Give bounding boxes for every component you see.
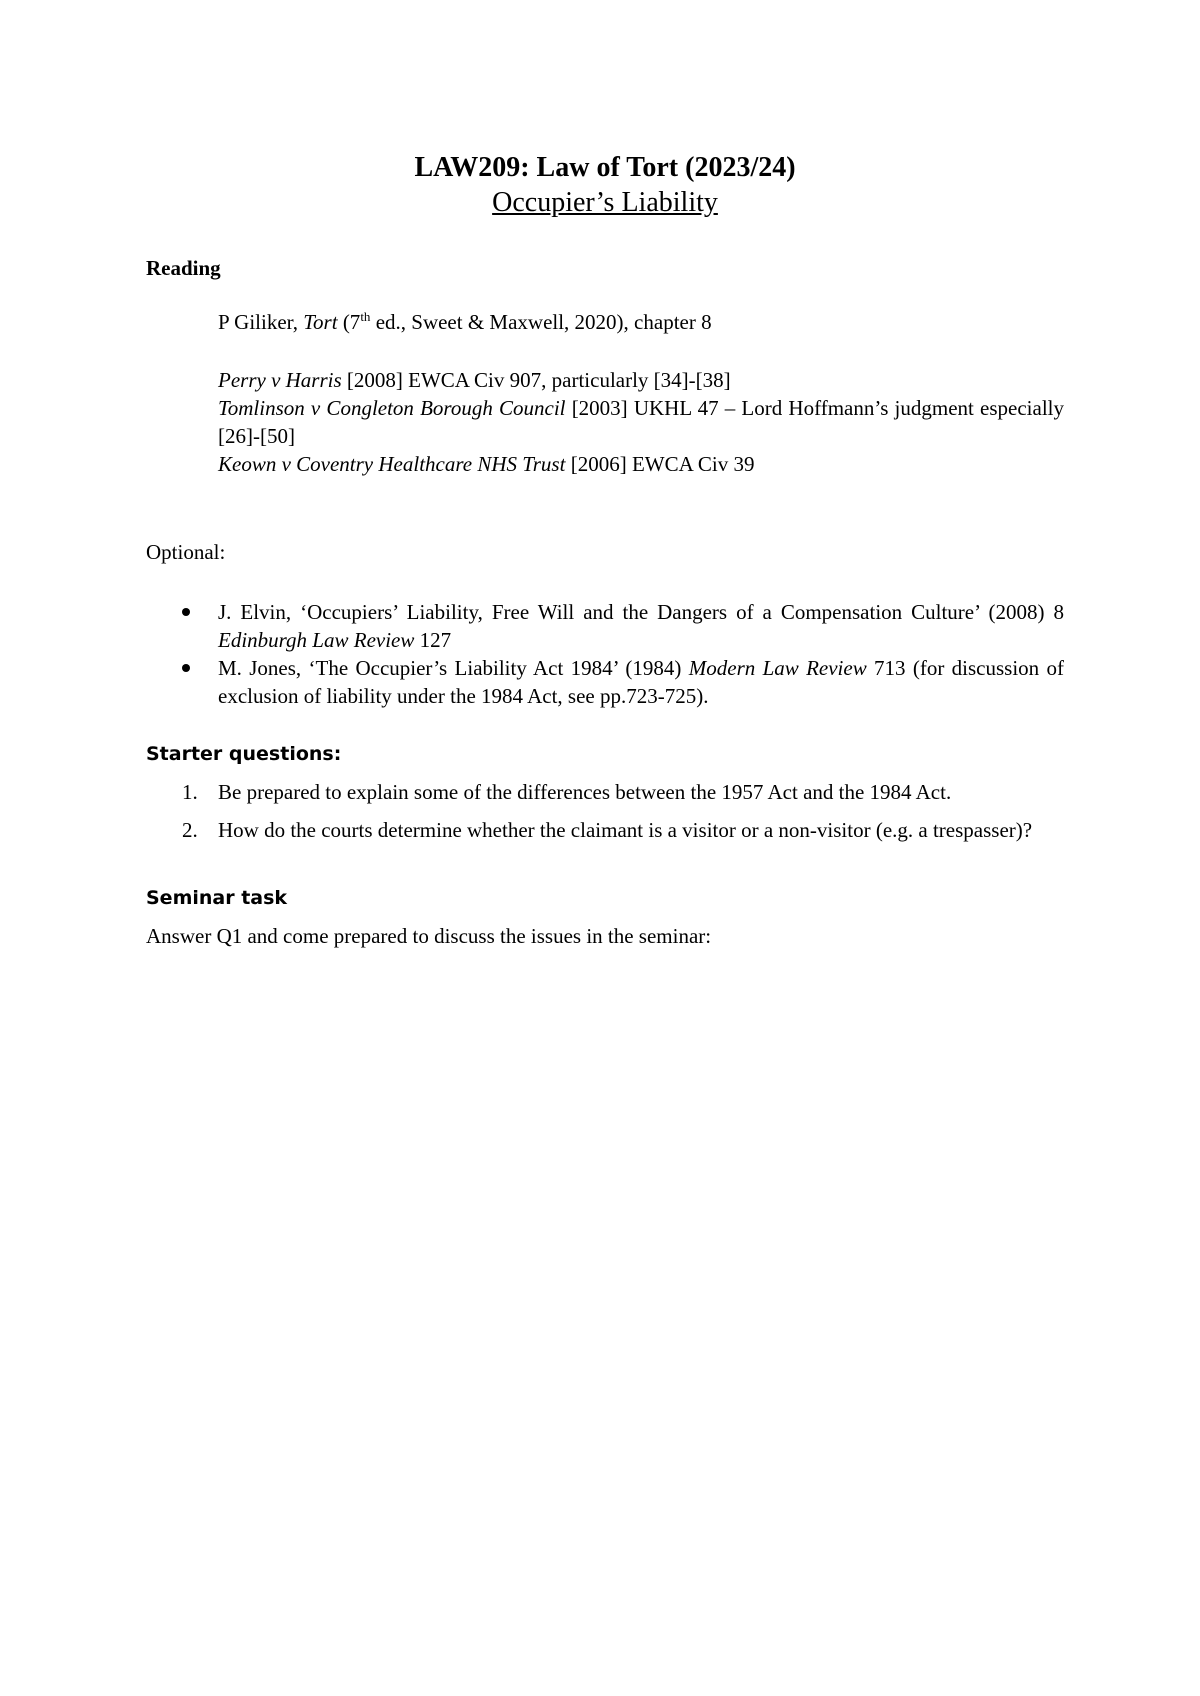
document-title: LAW209: Law of Tort (2023/24) (414, 152, 796, 183)
case-reference (218, 394, 1064, 450)
book-author: P Giliker, (218, 310, 304, 334)
list-item (182, 778, 1064, 806)
bullet-icon (182, 664, 190, 672)
book-reference (218, 308, 1064, 336)
optional-text-end: 713 (for discussion of exclusion of liability under the 1984 Act, see pp.723-725). (218, 656, 1065, 708)
list-item (218, 598, 1064, 654)
book-edition-suffix: th (360, 309, 371, 324)
optional-text-end: 127 (414, 628, 452, 652)
case-citation: [2006] EWCA Civ 39 (565, 452, 755, 476)
list-item (218, 654, 1064, 710)
question-number: 2. (182, 818, 198, 842)
book-details: ed., Sweet & Maxwell, 2020), chapter 8 (370, 310, 712, 334)
book-edition: (7 (337, 310, 361, 334)
journal-name: Modern Law Review (688, 656, 867, 680)
question-number: 1. (182, 780, 198, 804)
book-title: Tort (303, 310, 338, 334)
document-page (146, 150, 1064, 971)
case-citation: [2008] EWCA Civ 907, particularly [34]-[38] (341, 368, 731, 392)
question-text: Be prepared to explain some of the differences between the 1957 Act and the 1984 Act. (218, 780, 952, 804)
case-reference (218, 366, 1064, 394)
case-reference (218, 450, 1064, 478)
case-citation: [2003] UKHL 47 – Lord Hoffmann’s judgment especially [26]-[50] (218, 396, 1065, 448)
case-name: Perry v Harris (218, 368, 342, 392)
seminar-task-text: Answer Q1 and come prepared to discuss the issues in the seminar: (146, 924, 712, 948)
optional-text: J. Elvin, ‘Occupiers’ Liability, Free Will and the Dangers of a Compensation Culture’ (2008) 8 (218, 600, 1064, 624)
case-name: Keown v Coventry Healthcare NHS Trust (218, 452, 566, 476)
bullet-icon (182, 608, 190, 616)
starter-questions-heading: Starter questions: (146, 743, 342, 765)
reading-list (218, 308, 1064, 478)
optional-text: M. Jones, ‘The Occupier’s Liability Act 1984’ (1984) (218, 656, 689, 680)
case-list (218, 366, 1064, 478)
reading-heading: Reading (146, 256, 221, 280)
question-text: How do the courts determine whether the claimant is a visitor or a non-visitor (e.g. a trespasser)? (218, 818, 1033, 842)
seminar-task-heading: Seminar task (146, 887, 288, 909)
starter-questions-list (182, 778, 1064, 844)
optional-reading-list (218, 598, 1064, 710)
case-name: Tomlinson v Congleton Borough Council (218, 396, 566, 420)
list-item (182, 816, 1064, 844)
journal-name: Edinburgh Law Review (218, 628, 415, 652)
optional-label: Optional: (146, 540, 226, 564)
document-subtitle: Occupier’s Liability (492, 187, 718, 218)
